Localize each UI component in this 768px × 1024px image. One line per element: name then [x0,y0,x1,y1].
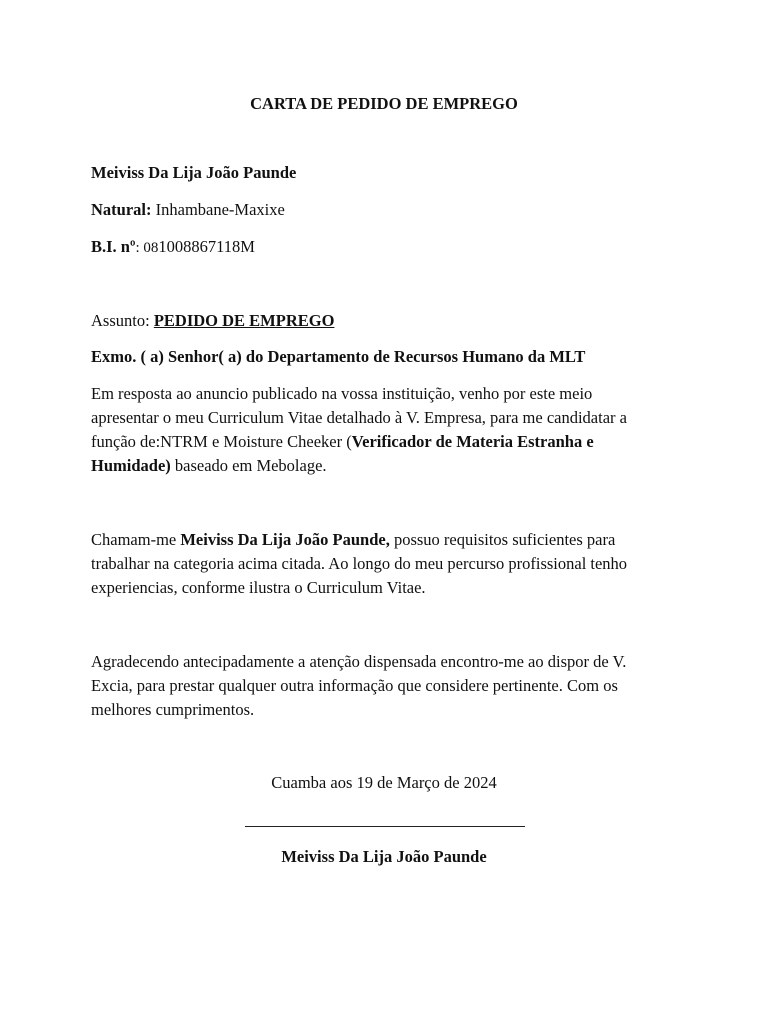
para2-line1-bold: Meiviss Da Lija João Paunde, [180,530,390,549]
para3-line1: Agradecendo antecipadamente a atenção dispensada encontro-me ao dispor de V. [91,652,627,671]
para1-line4 [91,454,681,478]
signature-name: Meiviss Da Lija João Paunde [281,847,487,866]
para3-line2: Excia, para prestar qualquer outra informação que considere pertinente. Com os [91,676,618,695]
signature-line [245,826,525,827]
bi-prefix: : 08 [135,240,159,256]
para1-line3-text: função de:NTRM e Moisture Cheeker ( [91,432,352,451]
subject-value: PEDIDO DE EMPREGO [153,311,335,330]
para2-line1-text: Chamam-me [91,530,181,549]
subject-label: Assunto: [91,311,150,330]
para1-line2: apresentar o meu Curriculum Vitae detalhado à V. Empresa, para me candidatar a [91,408,627,427]
applicant-name: Meiviss Da Lija João Paunde [91,163,297,182]
para2-line1-post: possuo requisitos suficientes para [389,530,616,549]
para1-line4-bold: Humidade) [91,456,171,475]
para2-line2: trabalhar na categoria acima citada. Ao longo do meu percurso profissional tenho [91,554,628,573]
para2-line3: experiencias, conforme ilustra o Curriculum Vitae. [91,578,426,597]
bi-label: B.I. nº [91,237,136,256]
para2-line1 [91,528,681,552]
bi-line [91,235,255,260]
subject-line [91,309,334,333]
paragraph-introduction [91,528,681,600]
para3-line3: melhores cumprimentos. [91,700,255,719]
para1-line3-bold: Verificador de Materia Estranha e [351,432,594,451]
document-title: CARTA DE PEDIDO DE EMPREGO [250,94,518,113]
paragraph-closing [91,650,681,722]
place-date: Cuamba aos 19 de Março de 2024 [271,773,497,792]
para1-line1: Em resposta ao anuncio publicado na vossa instituição, venho por este meio [91,384,593,403]
paragraph-response [91,382,681,478]
natural-line [91,198,285,222]
salutation: Exmo. ( a) Senhor( a) do Departamento de Recursos Humano da MLT [91,347,586,366]
natural-value: Inhambane-Maxixe [155,200,285,219]
bi-value: 1008867118M [158,237,255,256]
para1-line3 [91,430,681,454]
natural-label: Natural: [91,200,152,219]
para1-line4-text: baseado em Mebolage. [170,456,327,475]
